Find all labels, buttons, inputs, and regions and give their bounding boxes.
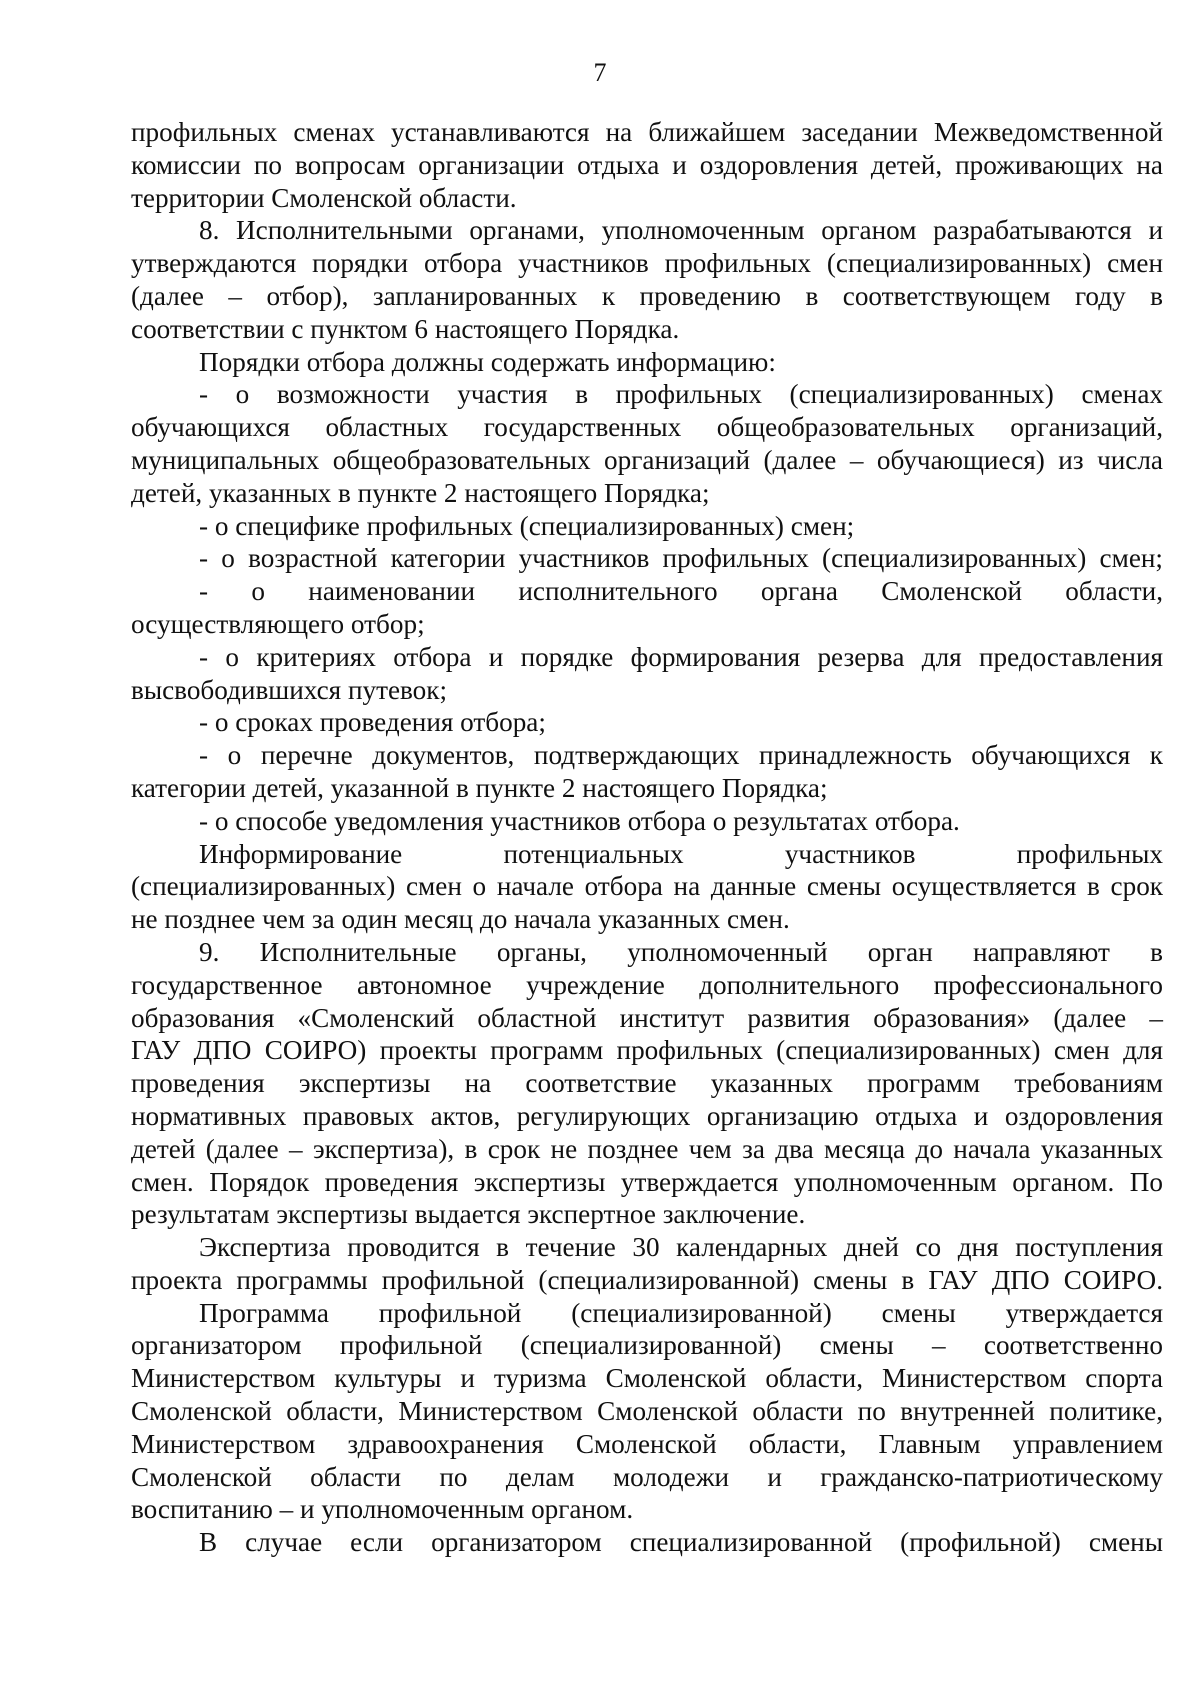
- text-line: (далее – отбор), запланированных к проведению в соответствующем году в: [131, 280, 1163, 311]
- text-line: проведения экспертизы на соответствие указанных программ требованиям: [131, 1068, 1163, 1099]
- text-line: Экспертиза проводится в течение 30 календарных дней со дня поступления: [199, 1232, 1163, 1263]
- text-line: муниципальных общеобразовательных организаций (далее – обучающиеся) из числа: [131, 444, 1163, 475]
- text-line: профильных сменах устанавливаются на ближайшем заседании Межведомственной: [131, 117, 1163, 147]
- text-line: детей (далее – экспертиза), в срок не позднее чем за два месяца до начала указанных: [131, 1133, 1163, 1164]
- text-line: категории детей, указанной в пункте 2 настоящего Порядка;: [131, 772, 828, 803]
- text-line: Программа профильной (специализированной) смены утверждается: [199, 1297, 1163, 1328]
- text-line: Смоленской области по делам молодежи и гражданско-патриотическому: [131, 1461, 1163, 1492]
- text-line: - о критериях отбора и порядке формирования резерва для предоставления: [199, 641, 1163, 672]
- text-line: результатам экспертизы выдается экспертное заключение.: [131, 1199, 806, 1230]
- text-line: - о возрастной категории участников профильных (специализированных) смен;: [199, 543, 1163, 574]
- text-line: Смоленской области, Министерством Смоленской области по внутренней политике,: [131, 1396, 1163, 1427]
- text-line: Информирование потенциальных участников профильных: [199, 838, 1163, 869]
- text-line: обучающихся областных государственных общеобразовательных организаций,: [131, 412, 1163, 443]
- text-line: В случае если организатором специализированной (профильной) смены: [199, 1527, 1163, 1558]
- text-line: 8. Исполнительными органами, уполномоченным органом разрабатываются и: [199, 215, 1163, 246]
- text-line: организатором профильной (специализированной) смены – соответственно: [131, 1330, 1163, 1361]
- text-line: - о способе уведомления участников отбора о результатах отбора.: [199, 805, 960, 836]
- text-line: утверждаются порядки отбора участников профильных (специализированных) смен: [131, 248, 1163, 279]
- text-line: высвободившихся путевок;: [131, 674, 448, 705]
- text-line: 9. Исполнительные органы, уполномоченный орган направляют в: [199, 936, 1163, 967]
- text-line: (специализированных) смен о начале отбора на данные смены осуществляется в срок: [131, 871, 1163, 902]
- text-line: - о сроках проведения отбора;: [199, 707, 546, 738]
- text-line: проекта программы профильной (специализированной) смены в ГАУ ДПО СОИРО.: [131, 1264, 1163, 1295]
- text-line: - о перечне документов, подтверждающих принадлежность обучающихся к: [199, 740, 1163, 771]
- text-line: комиссии по вопросам организации отдыха и оздоровления детей, проживающих на: [131, 149, 1163, 180]
- text-line: соответствии с пунктом 6 настоящего Порядка.: [131, 313, 680, 344]
- text-line: Порядки отбора должны содержать информацию:: [199, 346, 776, 377]
- text-line: воспитанию – и уполномоченным органом.: [131, 1494, 634, 1525]
- page-number: 7: [593, 58, 607, 87]
- text-line: Министерством здравоохранения Смоленской области, Главным управлением: [131, 1428, 1163, 1459]
- text-line: Министерством культуры и туризма Смоленской области, Министерством спорта: [131, 1363, 1163, 1394]
- text-line: ГАУ ДПО СОИРО) проекты программ профильных (специализированных) смен для: [131, 1035, 1163, 1066]
- text-line: государственное автономное учреждение дополнительного профессионального: [131, 969, 1163, 1000]
- text-line: детей, указанных в пункте 2 настоящего Порядка;: [131, 477, 710, 508]
- text-line: нормативных правовых актов, регулирующих организацию отдыха и оздоровления: [131, 1100, 1163, 1131]
- text-line: осуществляющего отбор;: [131, 608, 425, 639]
- text-line: - о наименовании исполнительного органа Смоленской области,: [199, 576, 1163, 607]
- text-line: не позднее чем за один месяц до начала указанных смен.: [131, 904, 790, 935]
- text-line: образования «Смоленский областной институт развития образования» (далее –: [131, 1002, 1163, 1033]
- text-line: смен. Порядок проведения экспертизы утверждается уполномоченным органом. По: [131, 1166, 1163, 1197]
- text-line: - о возможности участия в профильных (специализированных) сменах: [199, 379, 1163, 410]
- document-body: [131, 116, 1163, 1559]
- text-line: - о специфике профильных (специализированных) смен;: [199, 510, 855, 541]
- text-line: территории Смоленской области.: [131, 182, 517, 213]
